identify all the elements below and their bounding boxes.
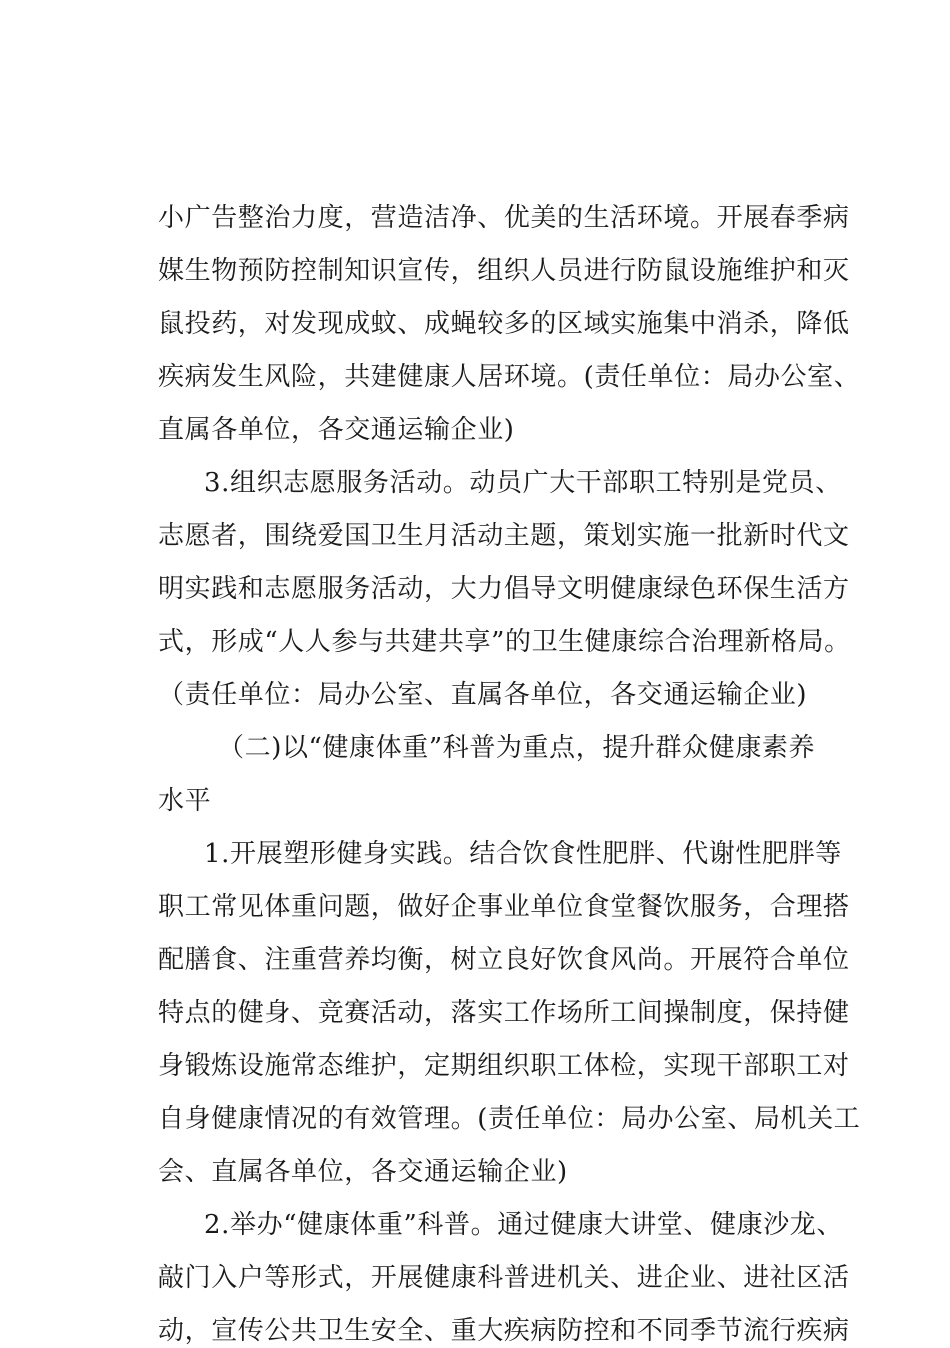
paragraph-start-line: 3.组织志愿服务活动。动员广大干部职工特别是党员、 bbox=[204, 468, 842, 498]
section-heading: （二)以“健康体重”科普为重点，提升群众健康素养 bbox=[218, 733, 816, 763]
paragraph-start-line: 1.开展塑形健身实践。结合饮食性肥胖、代谢性肥胖等 bbox=[204, 839, 842, 869]
text-line: 动，宣传公共卫生安全、重大疾病防控和不同季节流行疾病 bbox=[158, 1316, 850, 1346]
text-line: 身锻炼设施常态维护，定期组织职工体检，实现干部职工对 bbox=[158, 1051, 850, 1081]
text-line: 职工常见体重问题，做好企事业单位食堂餐饮服务，合理搭 bbox=[158, 892, 850, 922]
text-line: 自身健康情况的有效管理。(责任单位：局办公室、局机关工 bbox=[158, 1104, 861, 1134]
text-line: 特点的健身、竞赛活动，落实工作场所工间操制度，保持健 bbox=[158, 998, 850, 1028]
text-line: 明实践和志愿服务活动，大力倡导文明健康绿色环保生活方 bbox=[158, 574, 850, 604]
text-line: 志愿者，围绕爱国卫生月活动主题，策划实施一批新时代文 bbox=[158, 521, 850, 551]
text-line: 疾病发生风险，共建健康人居环境。(责任单位：局办公室、 bbox=[158, 362, 861, 392]
paragraph-start-line: 2.举办“健康体重”科普。通过健康大讲堂、健康沙龙、 bbox=[204, 1210, 843, 1240]
text-line: 配膳食、注重营养均衡，树立良好饮食风尚。开展符合单位 bbox=[158, 945, 850, 975]
text-line: 小广告整治力度，营造洁净、优美的生活环境。开展春季病 bbox=[158, 203, 850, 233]
text-line: 敲门入户等形式，开展健康科普进机关、进企业、进社区活 bbox=[158, 1263, 850, 1293]
section-heading-continuation: 水平 bbox=[158, 786, 212, 816]
text-line: 直属各单位，各交通运输企业) bbox=[158, 415, 515, 445]
text-line: 式，形成“人人参与共建共享”的卫生健康综合治理新格局。 bbox=[158, 627, 851, 657]
text-line: （责任单位：局办公室、直属各单位，各交通运输企业) bbox=[158, 680, 808, 710]
text-line: 媒生物预防控制知识宣传，组织人员进行防鼠设施维护和灭 bbox=[158, 256, 850, 286]
text-line: 鼠投药，对发现成蚊、成蝇较多的区域实施集中消杀，降低 bbox=[158, 309, 850, 339]
text-line: 会、直属各单位，各交通运输企业) bbox=[158, 1157, 568, 1187]
